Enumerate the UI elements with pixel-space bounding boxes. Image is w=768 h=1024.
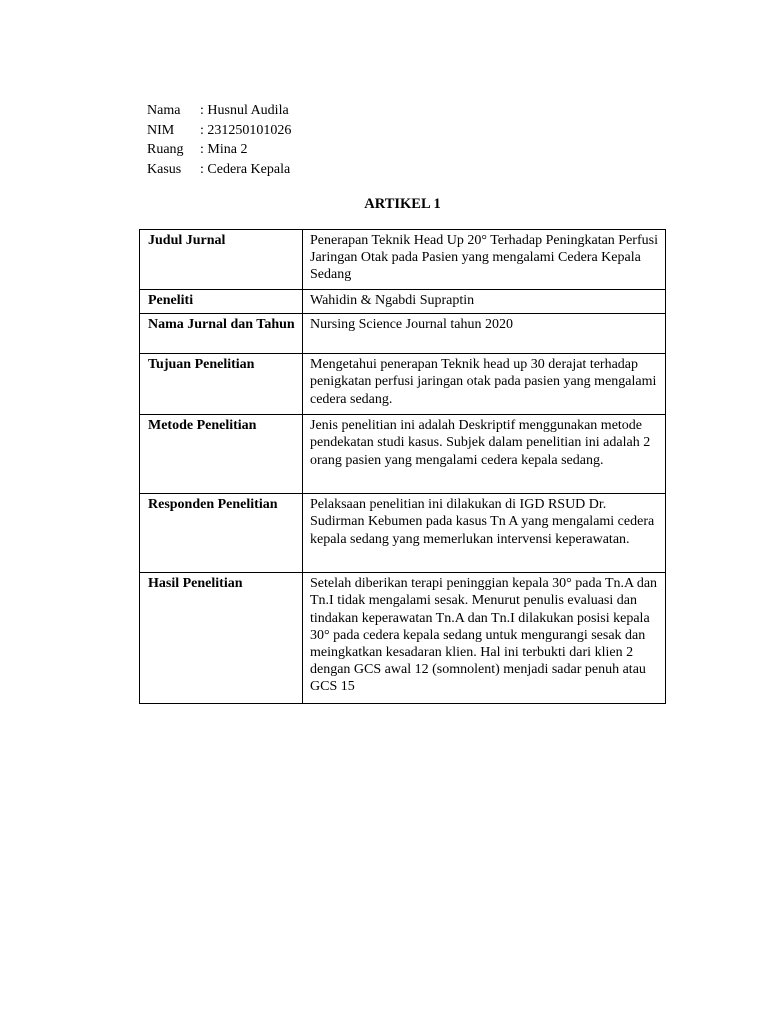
row-label: Metode Penelitian [140,415,303,494]
identity-value: : 231250101026 [200,122,292,138]
row-label: Nama Jurnal dan Tahun [140,314,303,354]
identity-label: NIM [147,122,175,138]
identity-value: : Husnul Audila [200,103,289,118]
table-row-journal-name-year [140,314,666,354]
table-row-research-method [140,415,666,494]
table-row-journal-title [140,230,666,290]
row-label: Judul Jurnal [140,230,303,290]
row-value: Pelaksaan penelitian ini dilakukan di IGD RSUD Dr. Sudirman Kebumen pada kasus Tn A yang mengalami cedera kepala sedang yang memerlukan intervensi keperawatan. [303,494,666,573]
row-label: Responden Penelitian [140,494,303,573]
row-value: Nursing Science Journal tahun 2020 [303,314,666,354]
table-row-researchers [140,290,666,314]
row-value: Jenis penelitian ini adalah Deskriptif menggunakan metode pendekatan studi kasus. Subjek dalam penelitian ini adalah 2 orang pasien yang mengalami cedera kepala sedang. [303,415,666,494]
identity-row-name [147,101,291,121]
row-label: Tujuan Penelitian [140,354,303,415]
student-identity-block [147,101,291,179]
article-title: ARTIKEL 1 [364,196,441,212]
row-value: Mengetahui penerapan Teknik head up 30 derajat terhadap penigkatan perfusi jaringan otak pada pasien yang mengalami cedera sedang. [303,354,666,415]
identity-row-case [147,160,291,180]
row-value: Wahidin & Ngabdi Supraptin [303,290,666,314]
table-row-respondents [140,494,666,573]
identity-value: : Mina 2 [200,142,248,157]
article-summary-table [139,229,666,704]
identity-row-nim [147,121,291,141]
identity-row-room [147,140,291,160]
identity-label: Kasus [147,161,182,177]
table-row-research-purpose [140,354,666,415]
row-label: Hasil Penelitian [140,573,303,704]
identity-label: Ruang [147,142,184,157]
row-value: Penerapan Teknik Head Up 20° Terhadap Peningkatan Perfusi Jaringan Otak pada Pasien yang mengalami Cedera Kepala Sedang [303,230,666,290]
identity-label: Nama [147,103,181,118]
row-label: Peneliti [140,290,303,314]
row-value: Setelah diberikan terapi peninggian kepala 30° pada Tn.A dan Tn.I tidak mengalami sesak. Menurut penulis evaluasi dan tindakan keperawatan Tn.A dan Tn.I dilakukan posisi kepala 30° pada cedera kepala sedang untuk mengurangi sesak dan meingkatkan kesadaran klien. Hal ini terbukti dari klien 2 dengan GCS awal 12 (somnolent) menjadi sadar penuh atau GCS 15 [303,573,666,704]
identity-value: : Cedera Kepala [200,161,291,177]
table-row-research-results [140,573,666,704]
